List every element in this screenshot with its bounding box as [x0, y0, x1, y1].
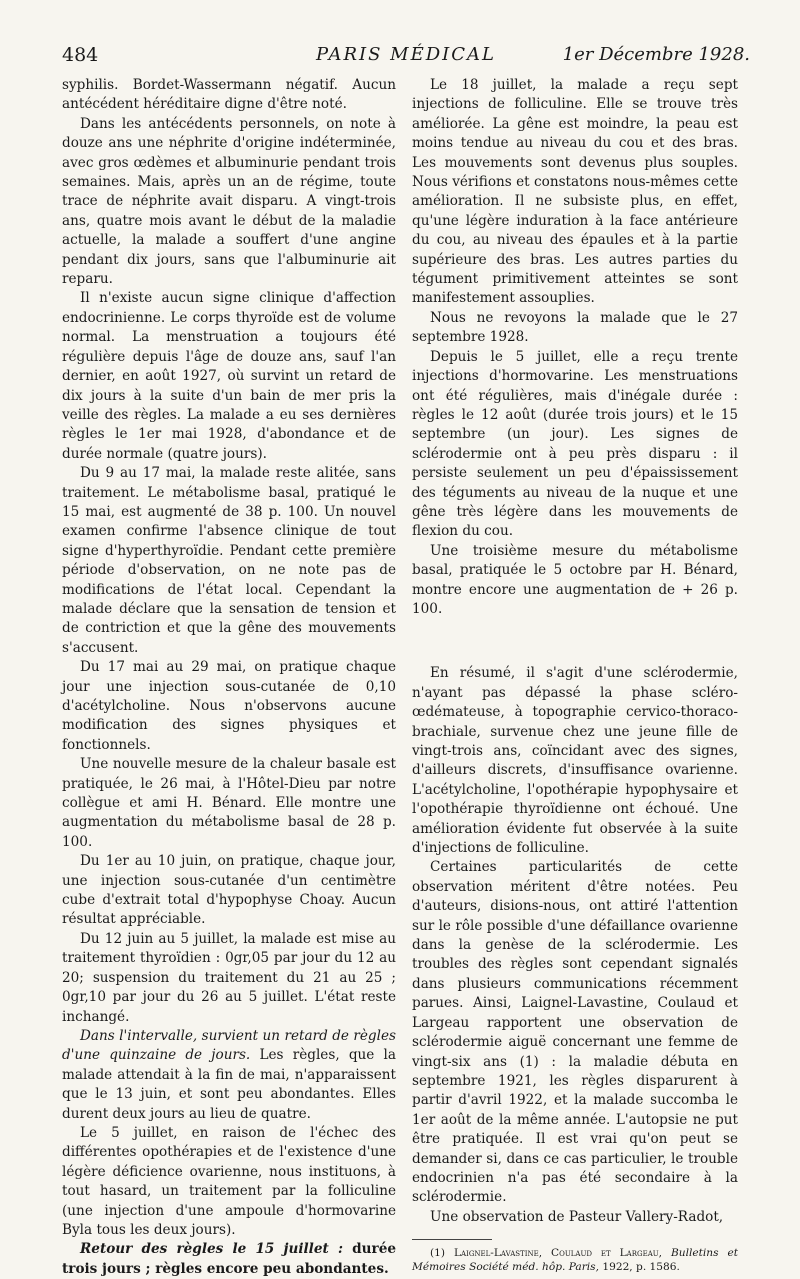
left-column: [62, 76, 396, 1279]
footnote-divider: [412, 1239, 492, 1240]
paragraph: Du 12 juin au 5 juillet, la malade est mise au traitement thyroïdien : 0gr,05 par jour du 12 au 20; suspension du traitement du 21 au 25 ; 0gr,10 par jour du 26 au 5 juillet. L'état reste inchangé.: [62, 930, 396, 1025]
paragraph-text: Les règles, que la malade attendait à la fin de mai, n'apparaissent que le 13 juin, et sont peu abondantes. Elles durent deux jours au lieu de quatre.: [62, 1047, 396, 1122]
paragraph: Du 17 mai au 29 mai, on pratique chaque jour une injection sous-cutanée de 0,10 d'acétylcholine. Nous n'observons aucune modification des signes physiques et fonctionnels.: [62, 659, 396, 753]
italic-phrase: Retour des règles le 15 juillet :: [80, 1241, 343, 1258]
journal-title: PARIS MÉDICAL: [315, 44, 496, 65]
footnote-authors: Laignel-Lavastine, Coulaud et Largeau,: [453, 1247, 663, 1260]
paragraph: Du 1er au 10 juin, on pratique, chaque jour, une injection sous-cutanée d'un centimètre cube d'extrait total d'hypophyse Choay. Aucun résultat appréciable.: [62, 853, 396, 928]
paragraph: Une nouvelle mesure de la chaleur basale est pratiquée, le 26 mai, à l'Hôtel-Dieu par notre collègue et ami H. Bénard. Elle montre une augmentation du métabolisme basal de 28 p. 100.: [62, 756, 396, 850]
paragraph: Une troisième mesure du métabolisme basal, pratiquée le 5 octobre par H. Bénard, montre encore une augmentation de + 26 p. 100.: [412, 542, 738, 617]
italic-phrase: Dans l'intervalle, survient un retard de règles d'une quinzaine de jours.: [62, 1027, 396, 1064]
page-header: [62, 42, 750, 76]
paragraph-text: durée trois jours ; règles encore peu abondantes.: [62, 1241, 396, 1277]
paragraph: Certaines particularités de cette observation méritent d'être notées. Peu d'auteurs, disions-nous, ont attiré l'attention sur le rôle possible d'une défaillance ovarienne dans la genèse de la sclérodermie. Les troubles des règles sont cependant signalés dans plusieurs communications récemment parues. Ainsi, Laignel-Lavastine, Coulaud et Largeau rapportent une observation de sclérodermie aiguë concernant une femme de vingt-six ans (1) : la maladie débuta en septembre 1921, les règles disparurent à partir d'avril 1922, et la malade succomba le 1er août de la même année. L'autopsie ne put être pratiquée. Il est vrai qu'on peut se demander si, dans ce cas particulier, le trouble endocrinien n'a pas été secondaire à la sclérodermie.: [412, 859, 738, 1206]
paragraph: Le 5 juillet, en raison de l'échec des différentes opothérapies et de l'existence d'une légère déficience ovarienne, nous instituons, à tout hasard, un traitement par la folliculine (une injection d'une ampoule d'hormovarine Byla tous les deux jours).: [62, 1124, 396, 1238]
paragraph: [62, 1027, 396, 1124]
right-column: [412, 76, 738, 1274]
paragraph: Une observation de Pasteur Vallery-Radot,: [430, 1208, 724, 1225]
paragraph: En résumé, il s'agit d'une sclérodermie, n'ayant pas dépassé la phase scléro-œdémateuse, à topographie cervico-thoraco-brachiale, survenue chez une jeune fille de vingt-trois ans, coïncidant avec des signes, d'ailleurs discrets, d'insuffisance ovarienne. L'acétylcholine, l'opothérapie hypophysaire et l'opothérapie thyroïdienne ont échoué. Une amélioration évidente fut observée à la suite d'injections de folliculine.: [412, 665, 738, 857]
paragraph: Il n'existe aucun signe clinique d'affection endocrinienne. Le corps thyroïde est de volume normal. La menstruation a toujours été régulière depuis l'âge de douze ans, sauf l'an dernier, en août 1927, où survint un retard de dix jours à la suite d'un bain de mer pris la veille des règles. La malade a eu ses dernières règles le 1er mai 1928, d'abondance et de durée normale (quatre jours).: [62, 290, 396, 462]
paragraph: Nous ne revoyons la malade que le 27 septembre 1928.: [412, 309, 738, 346]
footnote-reference: 1922, p. 1586.: [602, 1261, 680, 1274]
footnote: [412, 1246, 738, 1274]
paragraph: Dans les antécédents personnels, on note à douze ans une néphrite d'origine indéterminée, avec gros œdèmes et albuminurie pendant trois semaines. Mais, après un an de régime, toute trace de néphrite avait disparu. A vingt-trois ans, quatre mois avant le début de la maladie actuelle, la malade a souffert d'une angine pendant dix jours, sans que l'albuminurie ait reparu.: [62, 115, 396, 288]
paragraph: Du 9 au 17 mai, la malade reste alitée, sans traitement. Le métabolisme basal, pratiqué le 15 mai, est augmenté de 38 p. 100. Un nouvel examen confirme l'absence clinique de tout signe d'hyperthyroïdie. Pendant cette première période d'observation, on ne note pas de modifications de l'état local. Cependant la malade déclare que la sensation de tension et de contriction et que la gêne des mouvements s'accusent.: [62, 465, 396, 656]
paragraph: Depuis le 5 juillet, elle a reçu trente injections d'hormovarine. Les menstruations ont été régulières, mais d'inégale durée : règles le 12 août (durée trois jours) et le 15 septembre (un jour). Les signes de sclérodermie ont à peu près disparu : il persiste seulement un peu d'épaississement des téguments au niveau de la nuque et une gêne très légère dans les mouvements de flexion du cou.: [412, 348, 738, 540]
page-number: 484: [62, 44, 99, 66]
footnote-source: Bulletins et Mémoires Société méd. hôp. Paris,: [412, 1247, 739, 1274]
issue-date: 1er Décembre 1928.: [562, 44, 750, 65]
paragraph: Le 18 juillet, la malade a reçu sept injections de folliculine. Elle se trouve très améliorée. La gêne est moindre, la peau est moins tendue au niveau du cou et des bras. Les mouvements sont devenus plus souples. Nous vérifions et constatons nous-mêmes cette amélioration. Il ne subsiste plus, en effet, qu'une légère induration à la face antérieure du cou, au niveau des épaules et à la partie supérieure des bras. Les autres parties du tégument primitivement atteintes se sont manifestement assouplies.: [412, 77, 738, 307]
paragraph: [62, 1240, 396, 1279]
paragraph: syphilis. Bordet-Wassermann négatif. Aucun antécédent héréditaire digne d'être noté.: [62, 77, 396, 113]
footnote-marker: (1): [430, 1247, 446, 1260]
